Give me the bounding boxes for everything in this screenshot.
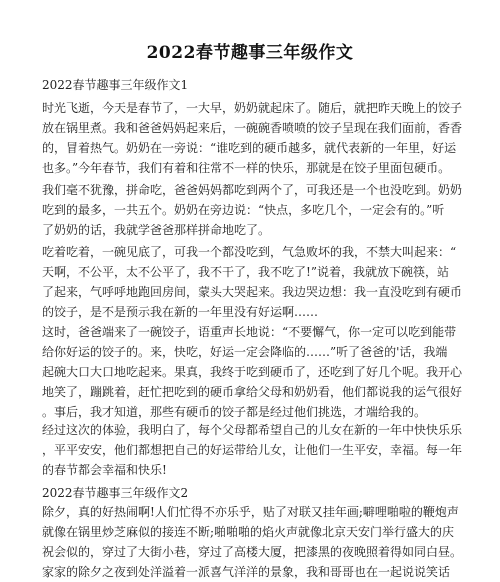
paragraph-line: 地笑了，蹦跳着，赶忙把吃到的硬币拿给父母和奶奶看，他们都说我的运气很好 <box>42 385 463 399</box>
paragraph-line: 的春节都会幸福和快乐! <box>42 463 167 477</box>
paragraph-line: 了奶奶的话，我就学爸爸那样拼命地吃了。 <box>42 223 271 237</box>
paragraph-6 <box>42 502 467 582</box>
paragraph-line: ，平平安安，他们都想把自己的好运带给儿女，让他们一生平安，幸福。每一年 <box>42 443 463 457</box>
paragraph-line: 的饺子，是不是预示我在新的一年里没有好运啊…… <box>42 305 319 319</box>
paragraph-line: 天啊，不公平，太不公平了，我不干了，我不吃了!”说着，我就放下碗筷，站 <box>42 265 449 279</box>
paragraph-line: 家家的除夕之夜到处洋溢着一派喜气洋洋的景象，我和哥哥也在一起说说笑话 <box>42 565 451 579</box>
paragraph-line: 这时，爸爸端来了一碗饺子，语重声长地说：“不要懈气，你一定可以吃到能带 <box>42 325 457 339</box>
paragraph-line: 时光飞逝，今天是春节了，一大早，奶奶就起床了。随后，就把昨天晚上的饺子 <box>42 101 463 115</box>
paragraph-line: 就像在锅里炒芝麻似的接连不断;啪啪啪的焰火声就像北京天安门举行盛大的庆 <box>42 525 455 539</box>
section-heading-2: 2022春节趣事三年级作文2 <box>42 486 189 500</box>
paragraph-line: 给你好运的饺子的。来，快吃，好运一定会降临的……”听了爸爸的'话，我端 <box>42 345 448 359</box>
section-heading-1: 2022春节趣事三年级作文1 <box>42 78 189 92</box>
paragraph-line: 经过这次的体验，我明白了，每个父母都希望自己的儿女在新的一年中快快乐乐 <box>42 423 463 437</box>
paragraph-line: 吃到的最多，一共五个。奶奶在旁边说：“快点，多吃几个，一定会有的。”听 <box>42 203 445 217</box>
paragraph-line: 起碗大口大口地吃起来。果真，我终于吃到硬币了，还吃到了好几个呢。我开心 <box>42 365 463 379</box>
paragraph-line: 的，冒着热气。奶奶在一旁说：“谁吃到的硬币越多，就代表新的一年里，好运 <box>42 141 457 155</box>
paragraph-2 <box>42 180 467 240</box>
paragraph-line: 我们毫不犹豫，拼命吃，爸爸妈妈都吃到两个了，可我还是一个也没吃到。奶奶 <box>42 183 463 197</box>
paragraph-line: 。事后，我才知道，那些有硬币的饺子都是经过他们挑选，才端给我的。 <box>42 405 427 419</box>
paragraph-line: 放在锅里煮。我和爸爸妈妈起来后，一碗碗香喷喷的饺子呈现在我们面前，香香 <box>42 121 463 135</box>
paragraph-3 <box>42 242 467 322</box>
paragraph-line: 了起来，气呼呼地跑回房间，蒙头大哭起来。我边哭边想：我一直没吃到有硬币 <box>42 285 463 299</box>
paragraph-4 <box>42 322 467 422</box>
paragraph-line: 祝会似的，穿过了大街小巷，穿过了高楼大厦，把漆黑的夜晚照着得如同白昼。 <box>42 545 463 559</box>
paragraph-line: 吃着吃着，一碗见底了，可我一个都没吃到，气急败坏的我，不禁大叫起来：“ <box>42 245 457 259</box>
paragraph-line: 除夕，真的好热闹啊!人们忙得不亦乐乎，贴了对联又挂年画;噼哩啪啦的鞭炮声 <box>42 505 459 519</box>
paragraph-line: 也多。”今年春节，我们有着和往常不一样的快乐，那就是在饺子里面包硬币。 <box>42 161 451 175</box>
paragraph-5 <box>42 420 467 480</box>
document-title: 2022春节趣事三年级作文 <box>146 43 354 63</box>
paragraph-1 <box>42 98 467 178</box>
